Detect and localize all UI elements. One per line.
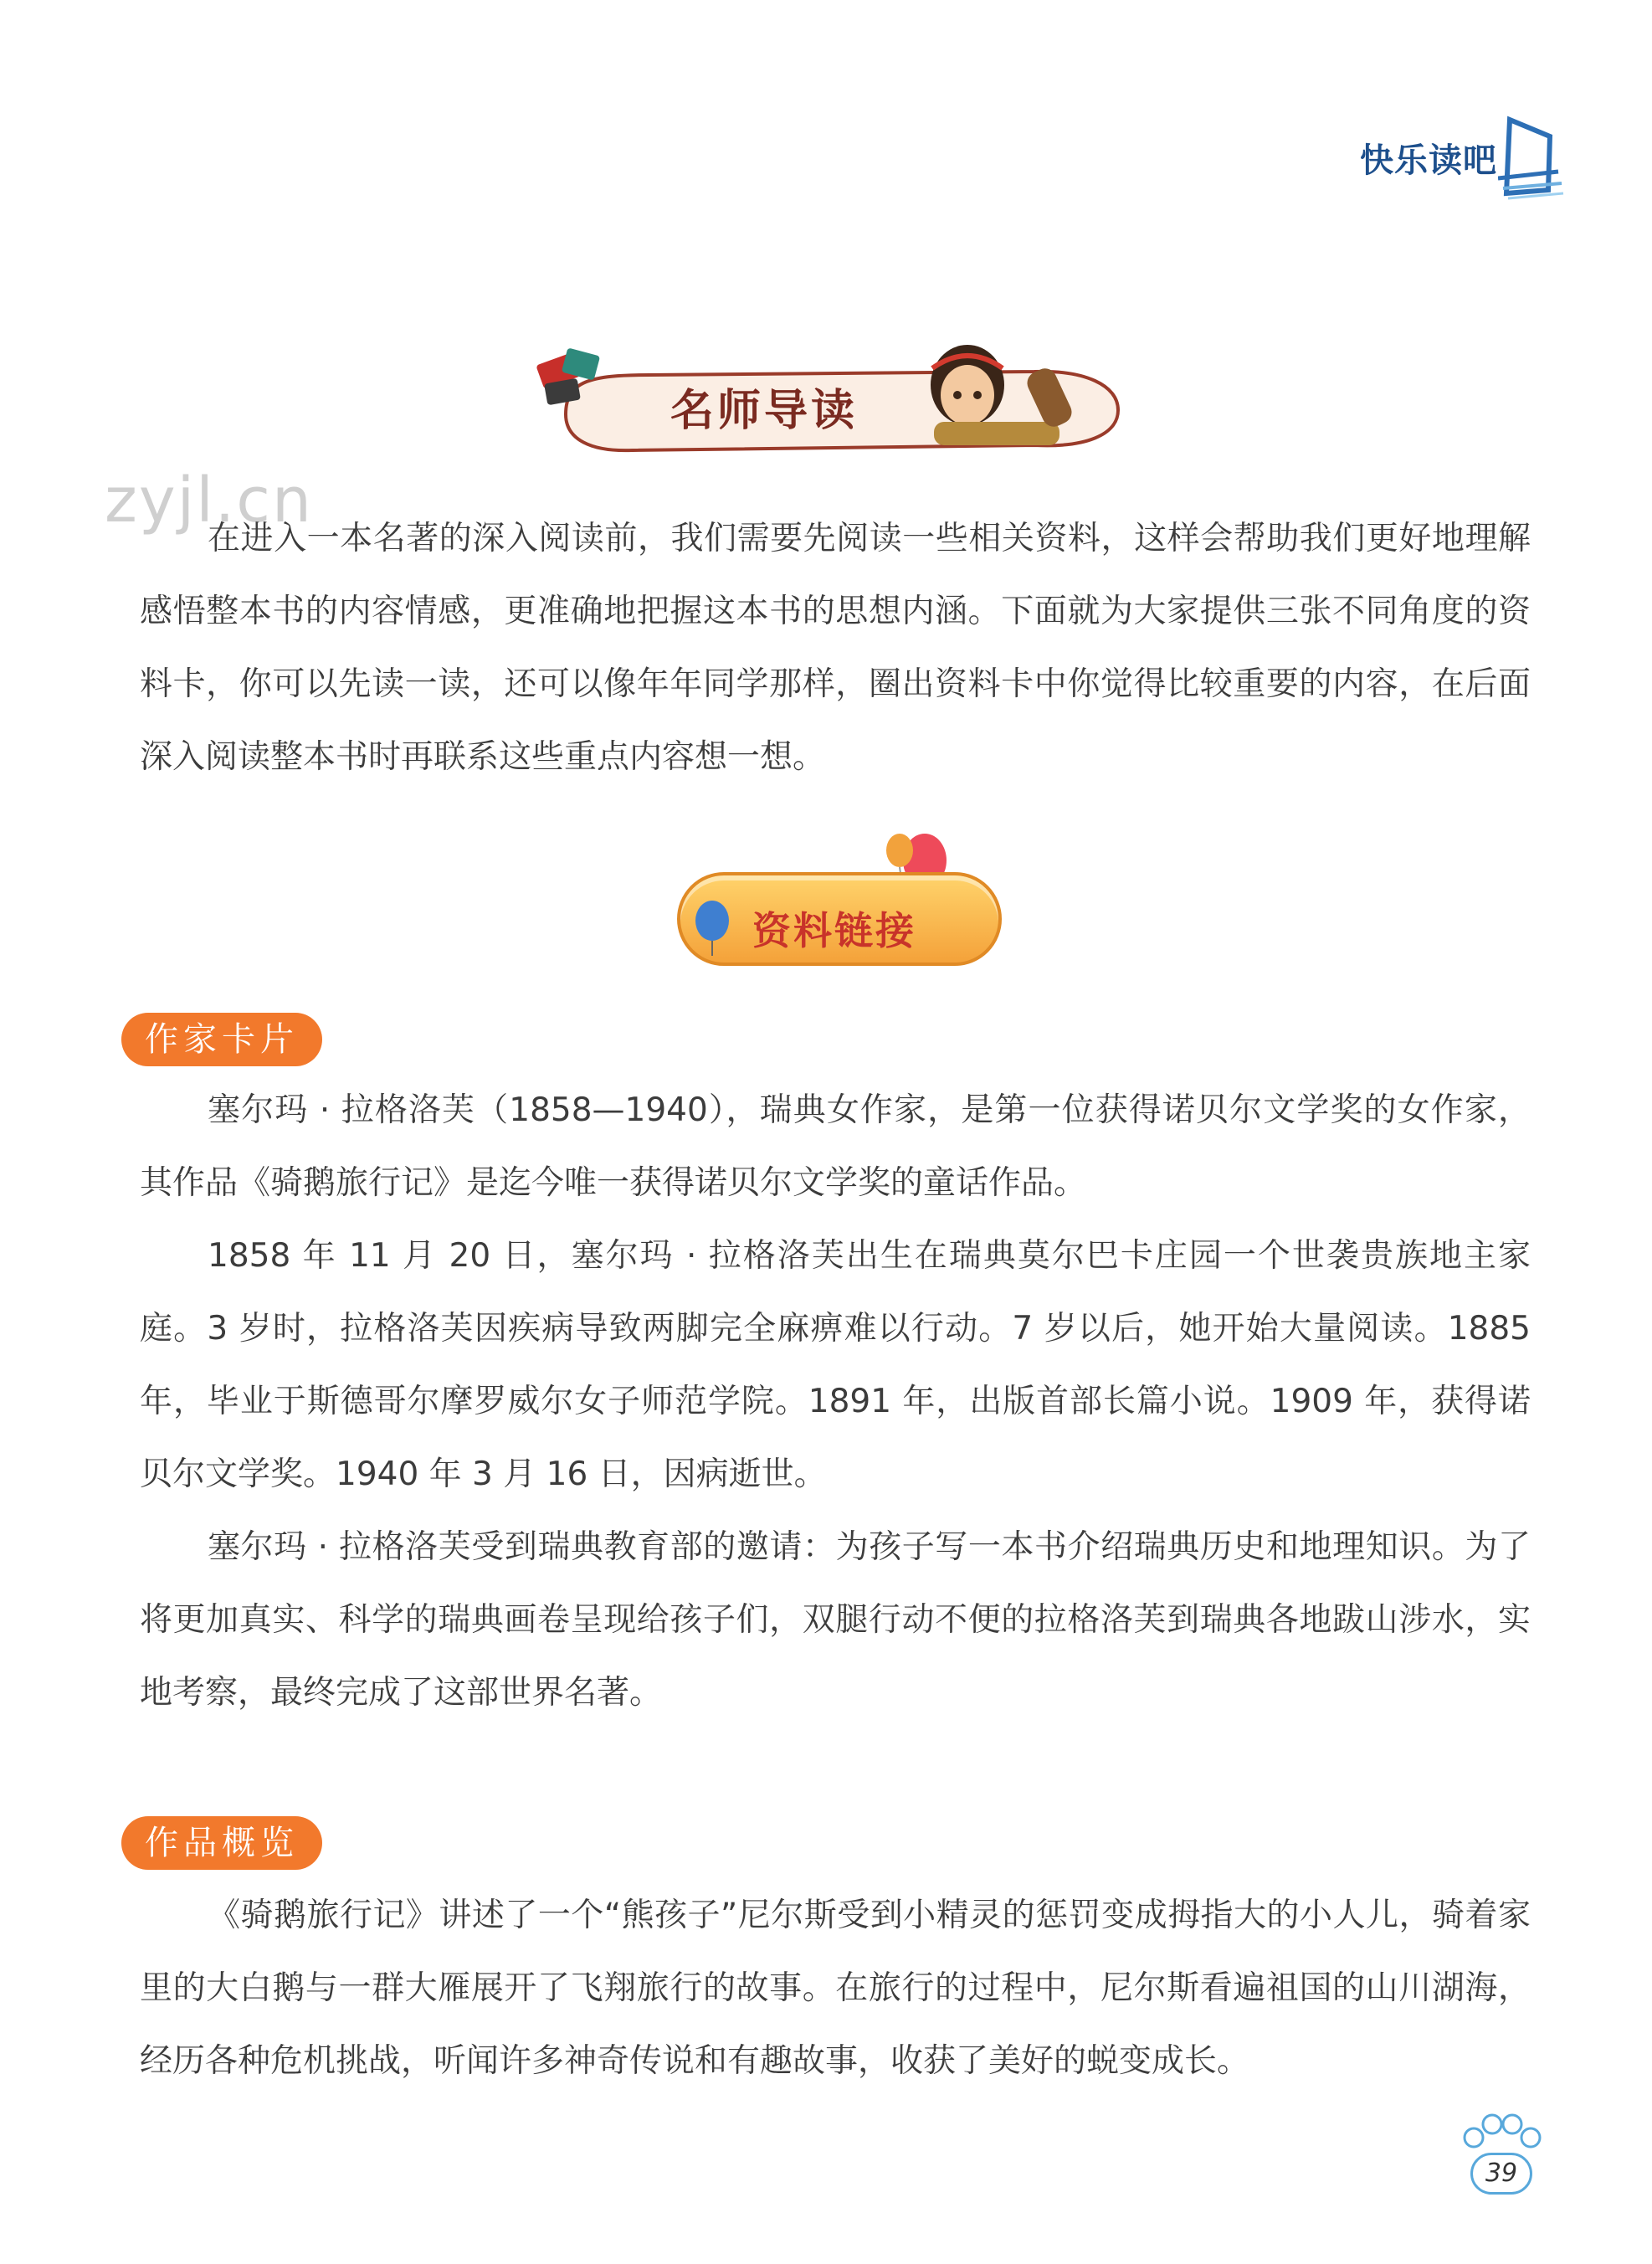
link-badge-label: 资料链接 [752,908,916,953]
link-badge [674,829,1008,979]
header-label: 快乐读吧 [1360,141,1497,180]
page-number-badge [1452,2109,1552,2201]
watermark: zyjl.cn [105,465,313,536]
overview-paragraph: 《骑鹅旅行记》讲述了一个“熊孩子”尼尔斯受到小精灵的惩罚变成拇指大的小人儿，骑着家里的大白鹅与一群大雁展开了飞翔旅行的故事。在旅行的过程中，尼尔斯看遍祖国的山川湖海，经历各种危机挑战，听闻许多神奇传说和有趣故事，收获了美好的蜕变成长。 [140,1897,1531,2080]
blue-balloon-icon [687,899,737,957]
banner-title: 名师导读 [670,386,859,436]
section-banner [532,335,1135,460]
author-paragraph-3: 塞尔玛 · 拉格洛芙受到瑞典教育部的邀请：为孩子写一本书介绍瑞典历史和地理知识。为了将更加真实、科学的瑞典画卷呈现给孩子们，双腿行动不便的拉格洛芙到瑞典各地跋山涉水，实地考察，最终完成了这部世界名著。 [140,1528,1531,1712]
intro-paragraph: 在进入一本名著的深入阅读前，我们需要先阅读一些相关资料，这样会帮助我们更好地理解感悟整本书的内容情感，更准确地把握这本书的思想内涵。下面就为大家提供三张不同角度的资料卡，你可以先读一读，还可以像年年同学那样，圈出资料卡中你觉得比较重要的内容，在后面深入阅读整本书时再联系这些重点内容想一想。 [140,520,1531,776]
tag-work-overview: 作品概览 [121,1816,322,1870]
paw-print-icon [1452,2109,1552,2159]
book-icon [1498,113,1565,205]
tag-author-card: 作家卡片 [121,1013,322,1066]
author-paragraph-2: 1858 年 11 月 20 日，塞尔玛 · 拉格洛芙出生在瑞典莫尔巴卡庄园一个世袭贵族地主家庭。3 岁时，拉格洛芙因疾病导致两脚完全麻痹难以行动。7 岁以后，她开始大量阅读。1885 年，毕业于斯德哥尔摩罗威尔女子师范学院。1891 年，出版首部长篇小说。1909 年，获得诺贝尔文学奖。1940 年 3 月 16 日，因病逝世。 [140,1237,1531,1493]
author-paragraph-1: 塞尔玛 · 拉格洛芙（1858—1940），瑞典女作家，是第一位获得诺贝尔文学奖的女作家，其作品《骑鹅旅行记》是迄今唯一获得诺贝尔文学奖的童话作品。 [140,1091,1531,1202]
page-number: 39 [1470,2153,1532,2195]
girl-illustration [931,345,1075,445]
